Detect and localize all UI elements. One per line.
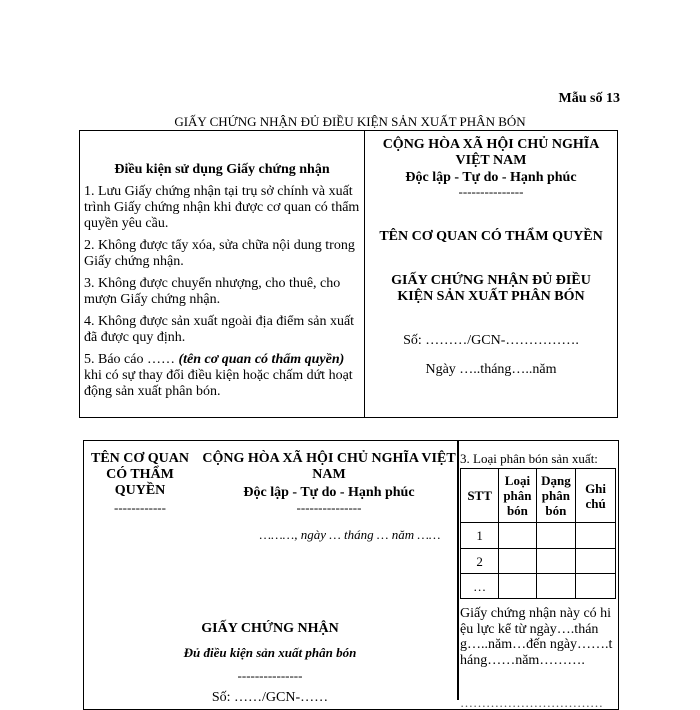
inner-authority-rule: ------------: [114, 500, 166, 515]
condition-item-2: 2. Không được tẩy xóa, sửa chữa nội dung trong Giấy chứng nhận.: [84, 238, 355, 269]
inner-motto: Độc lập - Tự do - Hạnh phúc: [243, 485, 415, 500]
conditions-panel: [79, 130, 365, 418]
fertilizer-types-heading: 3. Loại phân bón sản xuất:: [460, 451, 598, 466]
condition-item-5-start: 5. Báo cáo ……: [84, 352, 175, 367]
table-cell-stt: 2: [461, 549, 499, 574]
conditions-heading: Điều kiện sử dụng Giấy chứng nhận: [114, 162, 330, 177]
condition-item-4: 4. Không được sản xuất ngoài địa điểm sản xuất đã được quy định.: [84, 314, 355, 345]
condition-item-1: 1. Lưu Giấy chứng nhận tại trụ sở chính và xuất trình Giấy chứng nhận khi được cơ quan có thẩm quyền yêu cầu.: [84, 184, 360, 231]
table-cell-stt: …: [461, 574, 499, 599]
certificate-number: Số: ………/GCN-…………….: [403, 333, 579, 348]
fertilizer-types-table: [460, 468, 616, 599]
table-row: [461, 549, 616, 574]
inner-authority-name: TÊN CƠ QUAN CÓ THẨM QUYỀN: [90, 451, 189, 498]
condition-item-5: [84, 352, 360, 400]
authority-placeholder: (tên cơ quan có thẩm quyền): [178, 352, 345, 367]
table-header-stt: STT: [461, 469, 499, 523]
table-header-note: Ghi chú: [576, 469, 616, 523]
motto: Độc lập - Tự do - Hạnh phúc: [405, 170, 577, 185]
authority-name: TÊN CƠ QUAN CÓ THẨM QUYỀN: [379, 229, 603, 244]
place-date-line: ………, ngày … tháng … năm ……: [259, 527, 441, 542]
bottom-dots: ……………………………: [460, 695, 603, 710]
condition-item-5-end: khi có sự thay đổi điều kiện hoặc chấm dứt hoạt động sản xuất phân bón.: [84, 368, 353, 399]
table-header-form: Dạng phân bón: [536, 469, 575, 523]
certificate-date: Ngày …..tháng…..năm: [425, 362, 557, 377]
form-number: Mẫu số 13: [558, 91, 620, 106]
inner-certificate-heading: GIẤY CHỨNG NHẬN: [201, 621, 339, 636]
inner-certificate-subtitle: Đủ điều kiện sản xuất phân bón: [183, 645, 357, 660]
condition-item-3: 3. Không được chuyển nhượng, cho thuê, cho mượn Giấy chứng nhận.: [84, 276, 341, 307]
document-title: GIẤY CHỨNG NHẬN ĐỦ ĐIỀU KIỆN SẢN XUẤT PHÂN BÓN: [174, 114, 526, 129]
inner-certificate-rule: ---------------: [237, 668, 303, 683]
inner-republic-title: CỘNG HÒA XÃ HỘI CHỦ NGHĨA VIỆT NAM: [202, 451, 456, 482]
table-header-type: Loại phân bón: [499, 469, 536, 523]
inner-motto-rule: ---------------: [296, 500, 362, 515]
republic-title: CỘNG HÒA XÃ HỘI CHỦ NGHĨA VIỆT NAM: [382, 137, 600, 168]
inner-certificate-number: Số: ……/GCN-……: [211, 690, 329, 705]
table-row: [461, 574, 616, 599]
table-cell-stt: 1: [461, 523, 499, 549]
certificate-title: GIẤY CHỨNG NHẬN ĐỦ ĐIỀU KIỆN SẢN XUẤT PHÂN BÓN: [391, 273, 591, 304]
table-row: [461, 523, 616, 549]
certificate-cover-panel: [364, 130, 618, 418]
motto-rule: ---------------: [458, 184, 524, 199]
validity-statement: Giấy chứng nhận này có hiệu lực kể từ ngày….tháng…..năm…đến ngày…….tháng……năm……….: [460, 606, 613, 668]
